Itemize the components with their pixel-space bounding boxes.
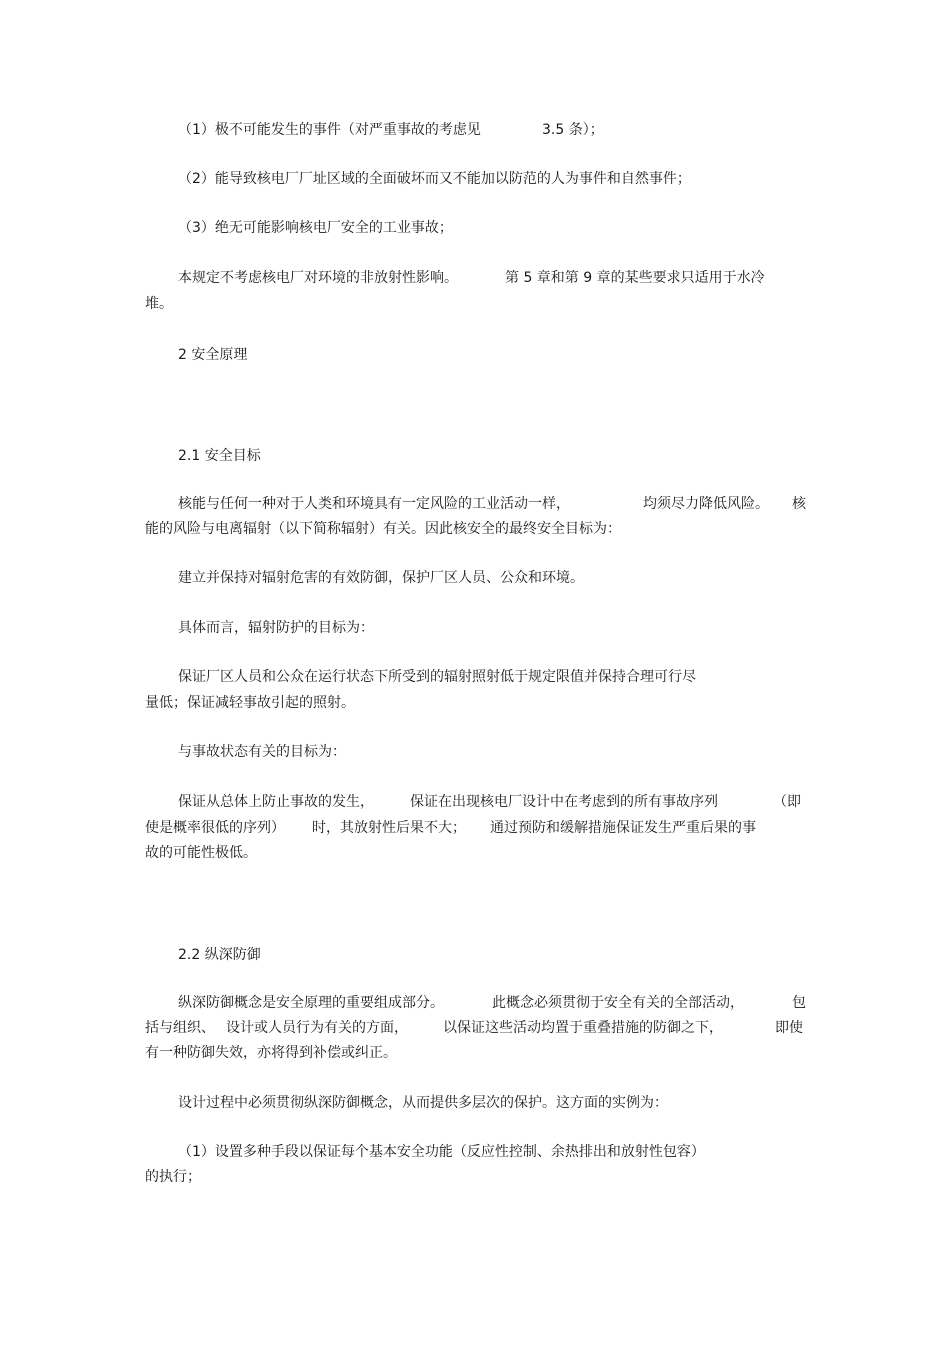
list-item-1-ref: 3.5 条）； (542, 122, 604, 138)
section-2-2-heading: 2.2 纵深防御 (178, 947, 261, 963)
s21-para3-text: 具体而言，辐射防护的目标为： (178, 620, 374, 636)
s21-para1-d: 能的风险与电离辐射（以下简称辐射）有关。因此核安全的最终安全目标为： (145, 521, 621, 537)
s22-para1-g: 即使 (775, 1020, 803, 1036)
s22-item1-a: （1）设置多种手段以保证每个基本安全功能（反应性控制、余热排出和放射性包容） (178, 1144, 705, 1160)
list-item-2-text: （2）能导致核电厂厂址区域的全面破坏而又不能加以防范的人为事件和自然事件； (178, 171, 691, 187)
s21-para6-g: 故的可能性极低。 (145, 845, 257, 861)
s21-para1-a: 核能与任何一种对于人类和环境具有一定风险的工业活动一样， (178, 496, 570, 512)
scope-note-text-c: 堆。 (145, 296, 173, 312)
s21-para6-b: 保证在出现核电厂设计中在考虑到的所有事故序列 (410, 794, 718, 810)
s21-para4-a: 保证厂区人员和公众在运行状态下所受到的辐射照射低于规定限值并保持合理可行尽 (178, 669, 696, 685)
list-item-1-text: （1）极不可能发生的事件（对严重事故的考虑见 (178, 122, 481, 138)
s22-para1-d: 括与组织、 (145, 1020, 215, 1036)
s21-para5-text: 与事故状态有关的目标为： (178, 744, 346, 760)
s22-para1-e: 设计或人员行为有关的方面， (226, 1020, 408, 1036)
s21-para1-c: 核 (792, 496, 806, 512)
s21-para6-e: 时，其放射性后果不大； (312, 820, 466, 836)
s21-para1-b: 均须尽力降低风险。 (643, 496, 769, 512)
s22-para1-a: 纵深防御概念是安全原理的重要组成部分。 (178, 995, 444, 1011)
s22-para1-f: 以保证这些活动均置于重叠措施的防御之下， (443, 1020, 723, 1036)
s21-para2-text: 建立并保持对辐射危害的有效防御，保护厂区人员、公众和环境。 (178, 570, 584, 586)
section-2-1-heading: 2.1 安全目标 (178, 448, 261, 464)
s21-para6-f: 通过预防和缓解措施保证发生严重后果的事 (490, 820, 756, 836)
scope-note-text-a: 本规定不考虑核电厂对环境的非放射性影响。 (178, 270, 458, 286)
s21-para6-a: 保证从总体上防止事故的发生， (178, 794, 374, 810)
s22-para1-h: 有一种防御失效，亦将得到补偿或纠正。 (145, 1045, 397, 1061)
s22-para2-text: 设计过程中必须贯彻纵深防御概念，从而提供多层次的保护。这方面的实例为： (178, 1095, 668, 1111)
s21-para6-d: 使是概率很低的序列） (145, 820, 285, 836)
list-item-3-text: （3）绝无可能影响核电厂安全的工业事故； (178, 220, 453, 236)
s21-para6-c: （即 (773, 794, 801, 810)
scope-note-text-b: 第 5 章和第 9 章的某些要求只适用于水冷 (505, 270, 765, 286)
s22-item1-b: 的执行； (145, 1169, 201, 1185)
s21-para4-b: 量低；保证减轻事故引起的照射。 (145, 695, 355, 711)
s22-para1-c: 包 (792, 995, 806, 1011)
s22-para1-b: 此概念必须贯彻于安全有关的全部活动， (492, 995, 744, 1011)
section-2-heading: 2 安全原理 (178, 347, 248, 363)
